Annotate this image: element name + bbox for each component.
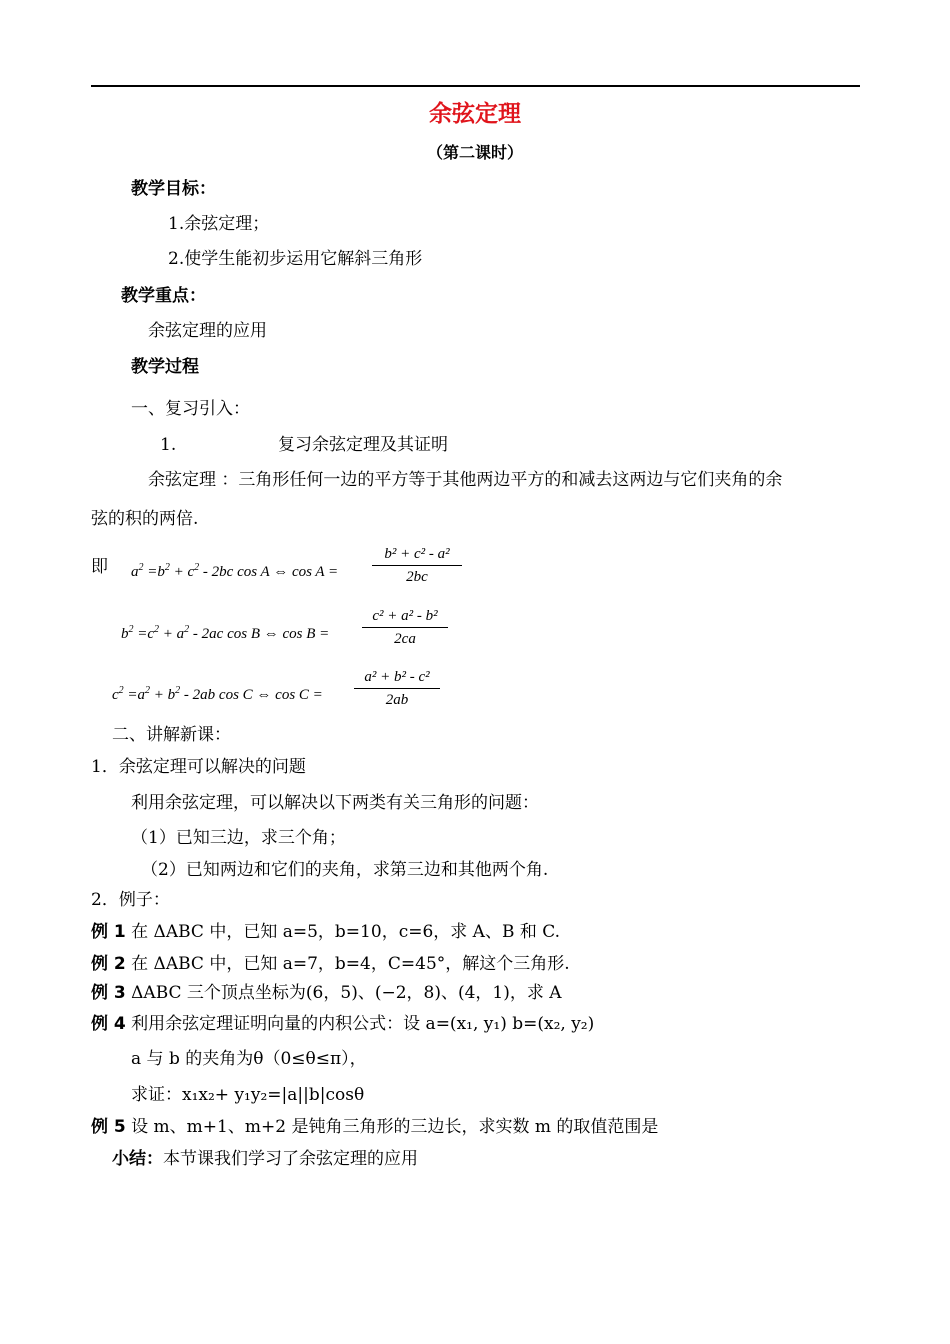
review-item-text: 复习余弦定理及其证明 <box>278 435 448 455</box>
example-text: 利用余弦定理证明向量的内积公式：设 a=(x₁, y₁) b=(x₂, y₂) <box>125 1014 595 1034</box>
example-text: ΔABC 三个顶点坐标为(6，5)、(−2，8)、(4，1)，求 A <box>125 983 562 1003</box>
example-5 <box>91 1115 658 1139</box>
example-2 <box>91 952 570 976</box>
fraction-numerator: c² + a² - b² <box>362 608 448 628</box>
summary-text: 本节课我们学习了余弦定理的应用 <box>163 1149 418 1169</box>
example-label: 例 1 <box>91 922 126 942</box>
formula-lhs: $b^2 =c^2 + a^2 - 2ac$ cos B ⇔ cos B = <box>121 624 330 642</box>
fraction-denominator: 2bc <box>406 569 428 585</box>
example-text: 在 ΔABC 中，已知 a=7，b=4，C=45°，解这个三角形. <box>125 954 570 974</box>
objective-item: 1.余弦定理； <box>168 214 270 234</box>
process-heading: 教学过程 <box>131 357 199 377</box>
formula-lhs: $c^2 =a^2 + b^2 - 2ab$ cos C ⇔ cos C = <box>112 685 323 703</box>
summary-label: 小结： <box>112 1149 163 1169</box>
example-label: 例 4 <box>91 1014 126 1034</box>
fraction-denominator: 2ab <box>385 692 409 708</box>
section-title: 2．例子： <box>91 890 170 910</box>
fraction-numerator: a² + b² - c² <box>354 669 440 689</box>
objective-item: 2.使学生能初步运用它解斜三角形 <box>168 249 423 269</box>
example-label: 例 5 <box>91 1117 126 1137</box>
case-item: （2）已知两边和它们的夹角，求第三边和其他两个角. <box>141 860 549 880</box>
review-heading: 一、复习引入： <box>131 399 250 419</box>
page-subtitle: （第二课时） <box>426 143 523 162</box>
example-label: 例 3 <box>91 983 126 1003</box>
example-3 <box>91 981 562 1005</box>
formula-fraction <box>354 669 440 708</box>
new-lesson-heading: 二、讲解新课： <box>112 725 231 745</box>
section-title: 1．余弦定理可以解决的问题 <box>91 757 306 777</box>
review-item-number: 1. <box>160 435 177 455</box>
theorem-line: 弦的积的两倍. <box>91 509 199 529</box>
objectives-heading: 教学目标： <box>131 179 216 199</box>
key-point-text: 余弦定理的应用 <box>148 321 267 341</box>
theorem-line: 余弦定理 ：三角形任何一边的平方等于其他两边平方的和减去这两边与它们夹角的余 <box>148 470 783 490</box>
formula-fraction <box>372 546 462 585</box>
example-1 <box>91 920 560 944</box>
example-4-proof: 求证：x₁x₂+ y₁y₂=|a||b|cosθ <box>131 1085 365 1105</box>
formula-fraction <box>362 608 448 647</box>
example-4 <box>91 1012 594 1036</box>
example-text: 在 ΔABC 中，已知 a=5，b=10，c=6，求 A、B 和 C. <box>125 922 561 942</box>
example-label: 例 2 <box>91 954 126 974</box>
fraction-denominator: 2ca <box>394 631 416 647</box>
fraction-numerator: b² + c² - a² <box>372 546 462 566</box>
example-text: 设 m、m+1、m+2 是钝角三角形的三边长，求实数 m 的取值范围是 <box>125 1117 659 1137</box>
case-item: （1）已知三边，求三个角； <box>131 828 346 848</box>
example-4-angle: a 与 b 的夹角为θ（0≤θ≤π）， <box>131 1049 367 1069</box>
summary <box>112 1147 418 1171</box>
section-intro: 利用余弦定理，可以解决以下两类有关三角形的问题： <box>131 793 539 813</box>
page-title: 余弦定理 <box>429 101 521 127</box>
key-point-heading: 教学重点： <box>121 286 206 306</box>
formula-lhs: $a^2 =b^2 + c^2 - 2bc$ cos A ⇔ cos A = <box>131 562 339 580</box>
ji-label: 即 <box>91 557 108 577</box>
header-rule <box>91 85 860 87</box>
